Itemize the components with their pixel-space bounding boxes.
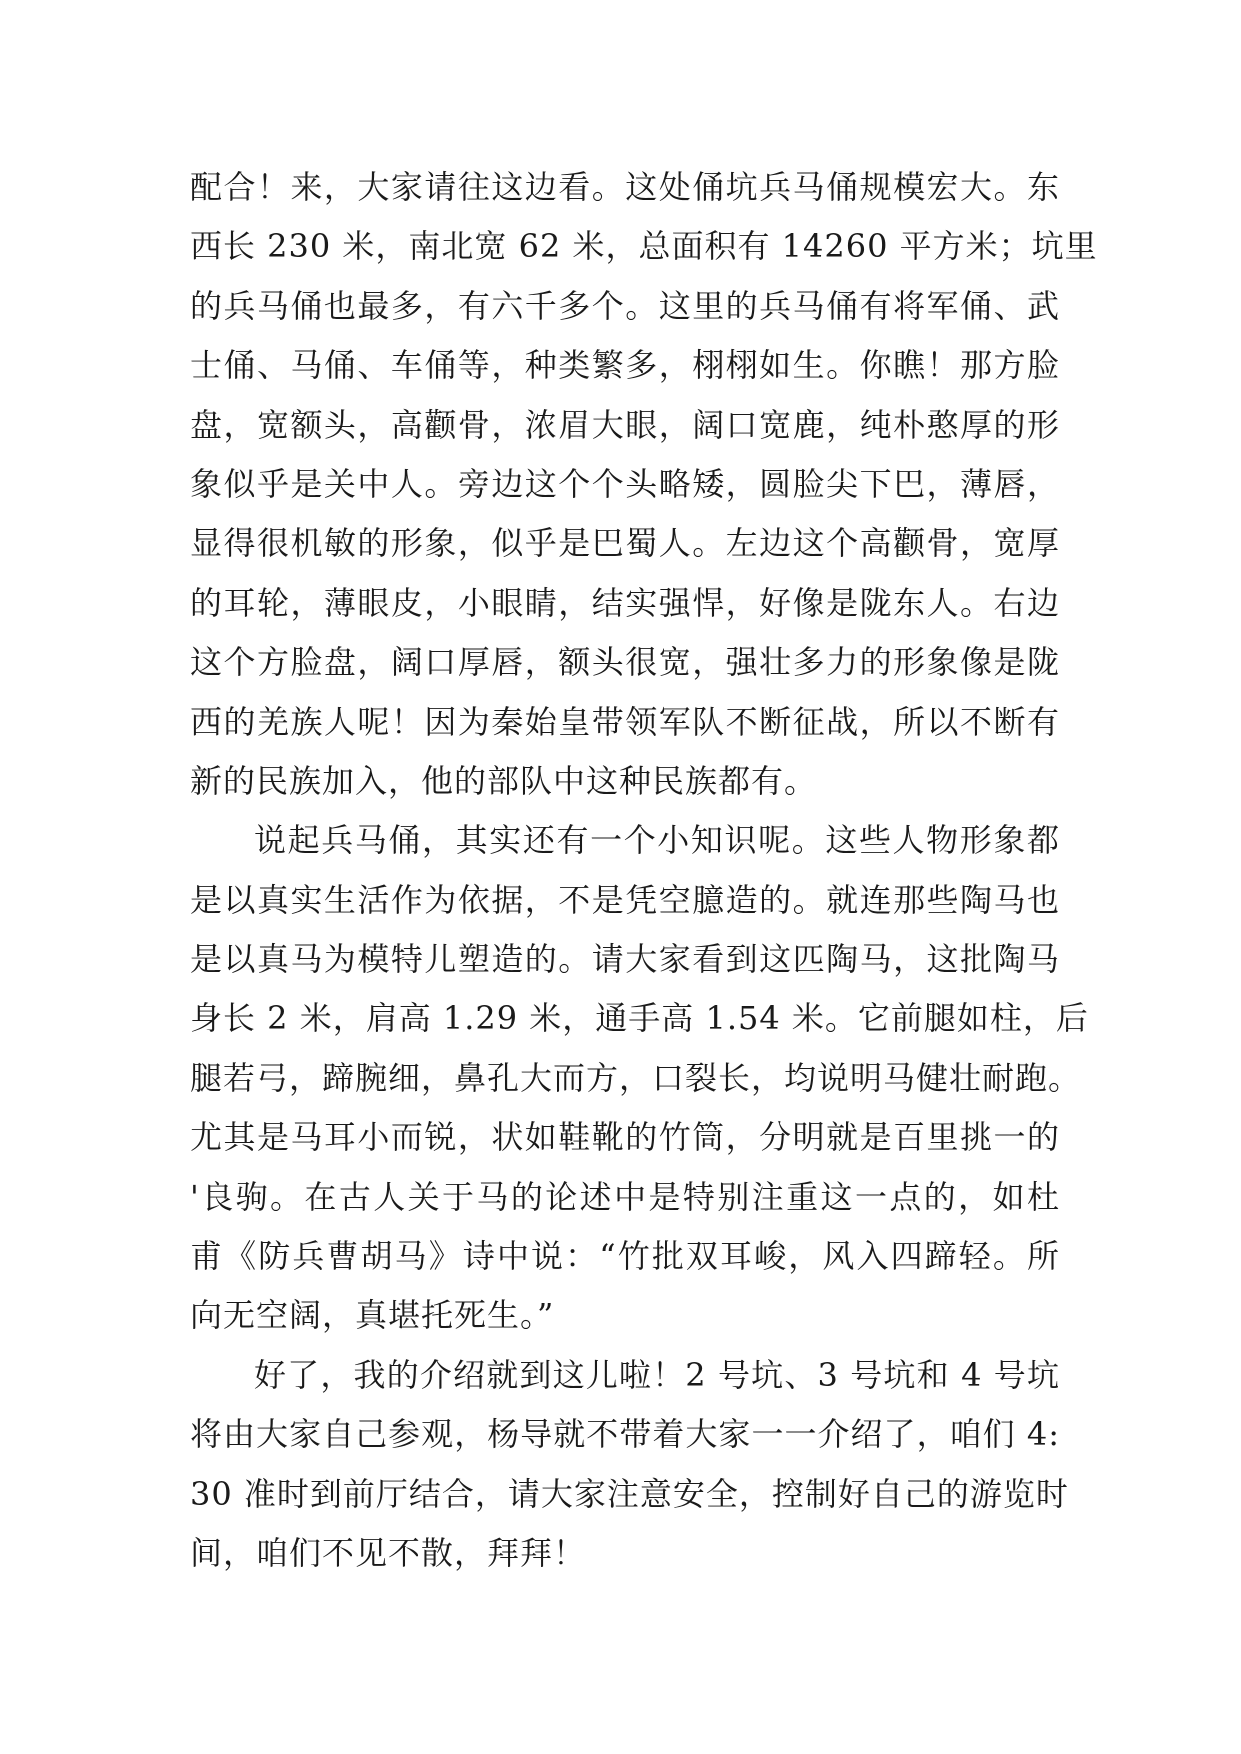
- text-line: 士俑、马俑、车俑等，种类繁多，栩栩如生。你瞧！那方脸: [190, 346, 1060, 385]
- text-line: 配合！来，大家请往这边看。这处俑坑兵马俑规模宏大。东: [190, 168, 1060, 206]
- text-line: 显得很机敏的形象，似乎是巴蜀人。左边这个高颧骨，宽厚: [190, 524, 1060, 563]
- text-line: 新的民族加入，他的部队中这种民族都有。: [190, 761, 818, 800]
- text-line: 这个方脸盘，阔口厚唇，额头很宽，强壮多力的形象像是陇: [190, 643, 1060, 682]
- text-line: 说起兵马俑，其实还有一个小知识呢。这些人物形象都: [254, 821, 1060, 860]
- text-line: 间，咱们不见不散，拜拜！: [190, 1533, 587, 1572]
- text-line: 向无空阔，真堪托死生。”: [190, 1296, 555, 1335]
- text-line: '良驹。在古人关于马的论述中是特别注重这一点的，如杜: [190, 1177, 1060, 1216]
- text-line: 的兵马俑也最多，有六千多个。这里的兵马俑有将军俑、武: [190, 286, 1060, 325]
- text-line: 身长 2 米，肩高 1.29 米，通手高 1.54 米。它前腿如柱，后: [190, 999, 1089, 1038]
- text-line: 尤其是马耳小而锐，状如鞋靴的竹筒，分明就是百里挑一的: [190, 1118, 1060, 1157]
- text-line: 西长 230 米，南北宽 62 米，总面积有 14260 平方米；坑里: [190, 227, 1098, 266]
- paragraph-3: [190, 1346, 1069, 1584]
- text-line: 盘，宽额头，高颧骨，浓眉大眼，阔口宽鹿，纯朴憨厚的形: [190, 405, 1060, 444]
- text-line: 甫《防兵曹胡马》诗中说：“竹批双耳峻，风入四蹄轻。所: [190, 1237, 1060, 1276]
- text-line: 好了，我的介绍就到这儿啦！2 号坑、3 号坑和 4 号坑: [254, 1355, 1060, 1394]
- text-line: 腿若弓，蹄腕细，鼻孔大而方，口裂长，均说明马健壮耐跑。: [190, 1058, 1082, 1097]
- paragraph-2: [190, 811, 1089, 1346]
- text-line: 是以真实生活作为依据，不是凭空臆造的。就连那些陶马也: [190, 880, 1060, 919]
- body-text: [190, 158, 1098, 1583]
- text-line: 西的羌族人呢！因为秦始皇带领军队不断征战，所以不断有: [190, 702, 1060, 741]
- paragraph-1: [190, 158, 1098, 811]
- text-line: 30 准时到前厅结合，请大家注意安全，控制好自己的游览时: [190, 1474, 1069, 1513]
- text-line: 的耳轮，薄眼皮，小眼睛，结实强悍，好像是陇东人。右边: [190, 583, 1060, 622]
- text-line: 是以真马为模特儿塑造的。请大家看到这匹陶马，这批陶马: [190, 940, 1060, 979]
- text-line: 将由大家自己参观，杨导就不带着大家一一介绍了，咱们 4:: [190, 1415, 1060, 1454]
- text-line: 象似乎是关中人。旁边这个个头略矮，圆脸尖下巴，薄唇，: [190, 464, 1060, 503]
